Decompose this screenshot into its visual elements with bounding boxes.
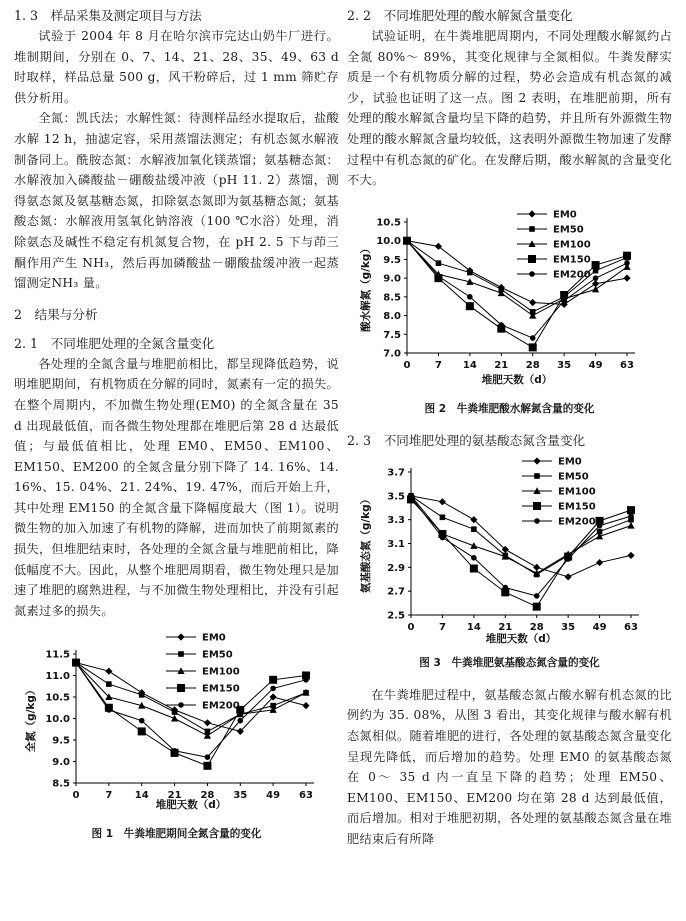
section-1-3-paragraph-1: 试验于 2004 年 8 月在哈尔滨市完达山奶牛厂进行。堆制期间，分别在 0、7、14、21、28、35、49、63 d 时取样，样品总量 500 g，风干粉碎后，过 1 mm 筛贮存供分析用。 <box>14 29 339 105</box>
legend-entry-em100 <box>522 486 596 497</box>
x-tick-label: 63 <box>620 359 634 371</box>
data-point <box>172 710 178 716</box>
data-point <box>467 294 473 300</box>
x-tick-label: 7 <box>438 621 446 633</box>
data-point <box>303 677 309 683</box>
series-em150 <box>403 236 631 351</box>
data-point <box>561 298 567 304</box>
data-point <box>205 755 211 761</box>
data-point <box>623 251 631 259</box>
section-2-2-paragraph: 试验证明，在牛粪堆肥周期内，不同处理酸水解氮约占全氮 80%～ 89%，其变化规律与全氮相似。牛粪发酵实质是一个有机物质分解的过程，势必会造成有机态氮的减少，试验也证明了这一点。图 2 表明，在堆肥前期，所有处理的酸水解氮含量均呈下降的趋势，并且所有外源微生物处理的酸水解氮含量均较低，这表明外源微生物加速了发酵过程中有机态氮的矿化。在发酵后期，酸水解氮的含量变化不大。 <box>347 29 672 188</box>
data-point <box>623 274 630 281</box>
legend-label: EM200 <box>558 516 596 528</box>
y-tick-label: 10.5 <box>376 217 401 229</box>
data-point <box>596 559 603 566</box>
figure-3-chart <box>347 453 672 653</box>
data-point <box>592 285 599 292</box>
data-point <box>530 335 536 341</box>
legend-entry-em200 <box>517 269 591 280</box>
figure-1 <box>14 627 339 842</box>
data-point <box>106 708 112 714</box>
x-tick-label: 21 <box>498 621 513 633</box>
legend-label: EM100 <box>558 486 596 498</box>
data-point <box>466 302 474 310</box>
legend-entry-em150 <box>166 684 240 695</box>
x-tick-label: 63 <box>624 621 638 633</box>
figure-2-caption: 图 2 牛粪堆肥酸水解氮含量的变化 <box>424 402 595 415</box>
legend-marker <box>529 271 535 277</box>
data-point <box>302 702 309 709</box>
legend-entry-em100 <box>166 667 240 678</box>
y-tick-label: 8.5 <box>52 778 70 790</box>
y-tick-label: 9.5 <box>383 254 401 266</box>
data-point <box>627 522 634 529</box>
data-point <box>404 238 410 244</box>
y-tick-label: 7.0 <box>383 348 401 360</box>
x-tick-label: 14 <box>134 790 149 802</box>
legend-entry-em50 <box>522 471 589 482</box>
legend-label: EM150 <box>558 501 596 513</box>
data-point <box>204 720 211 727</box>
data-point <box>171 715 178 722</box>
legend-label: EM100 <box>553 239 591 251</box>
y-tick-label: 2.7 <box>387 586 405 598</box>
x-tick-label: 35 <box>561 621 576 633</box>
legend-marker <box>534 473 540 479</box>
legend-marker <box>178 703 184 709</box>
x-tick-label: 14 <box>466 621 481 633</box>
data-point <box>470 564 478 572</box>
data-point <box>597 523 603 529</box>
x-tick-label: 35 <box>233 790 248 802</box>
data-point <box>560 291 568 299</box>
x-tick-label: 63 <box>299 790 313 802</box>
legend-marker <box>528 210 535 217</box>
data-point <box>439 498 446 505</box>
y-tick-label: 11.5 <box>45 649 70 661</box>
legend-label: EM50 <box>553 224 584 236</box>
y-tick-label: 11.0 <box>45 671 70 683</box>
x-tick-label: 21 <box>167 790 182 802</box>
x-tick-label: 7 <box>105 790 113 802</box>
data-point <box>533 602 541 610</box>
data-point <box>237 718 243 724</box>
data-point <box>470 542 477 549</box>
x-tick-label: 14 <box>462 359 477 371</box>
x-axis-label: 堆肥天数（d） <box>485 632 557 645</box>
legend-label: EM100 <box>202 666 240 678</box>
legend-entry-em0 <box>166 633 226 644</box>
data-point <box>436 273 442 279</box>
legend-label: EM0 <box>553 209 577 221</box>
legend-label: EM0 <box>202 632 226 644</box>
y-tick-label: 2.5 <box>387 610 405 622</box>
data-point <box>440 534 446 540</box>
legend-entry-em150 <box>522 501 596 512</box>
data-point <box>565 556 571 562</box>
legend-entry-em200 <box>522 516 596 527</box>
legend-marker <box>534 518 540 524</box>
y-tick-label: 2.9 <box>387 562 405 574</box>
data-point <box>624 260 630 266</box>
legend-marker <box>178 652 184 658</box>
section-2-1-heading: 2. 1 不同堆肥处理的全氮含量变化 <box>14 335 215 351</box>
x-tick-label: 28 <box>200 790 215 802</box>
data-point <box>529 299 536 306</box>
legend-label: EM150 <box>202 683 240 695</box>
x-tick-label: 21 <box>494 359 509 371</box>
legend-label: EM150 <box>553 254 591 266</box>
right-column <box>347 6 672 850</box>
data-point <box>628 513 634 519</box>
x-tick-label: 49 <box>588 359 603 371</box>
y-tick-label: 3.7 <box>387 467 405 479</box>
x-tick-label: 35 <box>557 359 572 371</box>
section-2-3-heading: 2. 3 不同堆肥处理的氨基酸态氮含量变化 <box>347 432 586 448</box>
data-point <box>471 526 477 532</box>
legend-entry-em0 <box>517 209 577 220</box>
data-point <box>440 514 446 520</box>
data-point <box>106 682 112 688</box>
legend-entry-em50 <box>517 224 584 235</box>
data-point <box>467 269 473 275</box>
y-tick-label: 10.0 <box>376 235 401 247</box>
data-point <box>73 660 79 666</box>
y-tick-label: 3.3 <box>387 514 405 526</box>
legend-entry-em150 <box>517 254 591 265</box>
legend-marker <box>528 255 536 263</box>
y-tick-label: 7.5 <box>383 329 401 341</box>
y-tick-label: 9.0 <box>52 757 70 769</box>
figure-3 <box>347 453 672 671</box>
x-tick-label: 49 <box>266 790 281 802</box>
x-tick-label: 28 <box>529 621 544 633</box>
y-axis-label: 氨基酸态氮（g/kg） <box>360 493 372 593</box>
y-tick-label: 9.5 <box>52 735 70 747</box>
data-point <box>105 668 112 675</box>
legend-entry-em100 <box>517 239 591 250</box>
legend-marker <box>533 502 541 510</box>
legend-label: EM0 <box>558 456 582 468</box>
data-point <box>269 676 277 684</box>
series-em200 <box>408 494 634 599</box>
x-tick-label: 0 <box>407 621 415 633</box>
data-point <box>270 686 276 692</box>
legend-label: EM50 <box>202 649 233 661</box>
y-tick-label: 10.5 <box>45 692 70 704</box>
data-point <box>627 506 635 514</box>
section-2-1-paragraph: 各处理的全氮含量与堆肥前相比，都呈现降低趋势，说明堆肥期间，有机物质在分解的同时，氮素有一定的损失。在整个周期内，不加微生物处理(EM0) 的全氮含量在 35 d 出现最低值，而各微生物处理都在堆肥后第 28 d 达最低值；与最低值相比，处理 EM0、EM50、EM100、EM150、EM200 的全氮含量分别下降了 14. 16%、14. 16%、15. 04%、21. 24%、19. 47%，而后开始上升，其中处理 EM150 的全氮含量下降幅度最大（图 1）。说明微生物的加入加速了有机物的降解，进而加快了前期氮素的损失，但堆肥结束时，各处理的全氮含量与堆肥前相比，降低幅度不大。因此，从整个堆肥周期看，微生物处理只是加速了堆肥的腐熟进程，与不加微生物处理相比，并没有引起氮素过多的损失。 <box>14 356 339 618</box>
section-1-3-heading: 1. 3 样品采集及测定项目与方法 <box>14 8 202 23</box>
legend-label: EM50 <box>558 471 589 483</box>
figure-3-caption: 图 3 牛粪堆肥氨基酸态氮含量的变化 <box>419 656 600 669</box>
x-tick-label: 0 <box>72 790 80 802</box>
legend-marker <box>533 457 540 464</box>
legend-label: EM200 <box>553 269 591 281</box>
figure-2-chart <box>347 199 672 399</box>
y-tick-label: 8.5 <box>383 292 401 304</box>
data-point <box>138 728 146 736</box>
y-tick-label: 9.0 <box>383 273 401 285</box>
section-2-2-heading: 2. 2 不同堆肥处理的酸水解氮含量变化 <box>347 8 573 23</box>
figure-1-chart <box>14 627 339 825</box>
data-point <box>498 322 504 328</box>
y-axis-label: 全氮（g/kg） <box>25 685 37 753</box>
x-tick-label: 0 <box>403 359 411 371</box>
data-point <box>593 275 599 281</box>
x-tick-label: 7 <box>434 359 442 371</box>
data-point <box>408 494 414 500</box>
data-point <box>139 692 145 698</box>
x-axis-label: 堆肥天数（d） <box>481 373 553 386</box>
data-point <box>592 261 600 269</box>
data-point <box>627 552 634 559</box>
data-point <box>565 573 572 580</box>
data-point <box>436 260 442 266</box>
data-point <box>139 718 145 724</box>
data-point <box>502 585 508 591</box>
series-line <box>411 497 631 596</box>
section-2-heading: 2 结果与分析 <box>14 306 98 322</box>
legend-entry-em50 <box>166 650 233 661</box>
legend-entry-em0 <box>522 456 582 467</box>
data-point <box>534 593 540 599</box>
x-tick-label: 49 <box>592 621 607 633</box>
data-point <box>203 762 211 770</box>
x-tick-label: 28 <box>525 359 540 371</box>
y-tick-label: 8.0 <box>383 310 401 322</box>
section-2-3-paragraph: 在牛粪堆肥过程中，氨基酸态氮占酸水解有机态氮的比例约为 35. 08%，从图 3 看出，其变化规律与酸水解有机态氮相似。随着堆肥的进行，各处理的氨基酸态氮含量变化呈现先降低，而后增加的趋势。处理 EM0 的氨基酸态氮在 0～ 35 d 内一直呈下降的趋势；处理 EM50、EM100、EM150、EM200 均在第 28 d 达到最低值，而后增加。相对于堆肥初期，各处理的氨基酸态氮含量在堆肥结束后有所降 <box>347 687 672 846</box>
left-column <box>14 6 339 842</box>
series-em150 <box>407 495 635 610</box>
legend-marker <box>177 634 184 641</box>
x-axis-label: 堆肥天数（d） <box>155 799 227 812</box>
series-em150 <box>72 659 310 770</box>
data-point <box>172 748 178 754</box>
y-tick-label: 3.1 <box>387 538 405 550</box>
legend-marker <box>529 226 535 232</box>
data-point <box>529 343 537 351</box>
data-point <box>471 555 477 561</box>
y-tick-label: 3.5 <box>387 491 405 503</box>
y-tick-label: 10.0 <box>45 714 70 726</box>
figure-2 <box>347 199 672 417</box>
y-axis-label: 酸水解氮（g/kg） <box>360 242 372 332</box>
legend-label: EM200 <box>202 700 240 712</box>
figure-1-caption: 图 1 牛粪堆肥期间全氮含量的变化 <box>91 828 262 841</box>
section-1-3-paragraph-2: 全氮：凯氏法；水解性氮：待测样品经水提取后，盐酸水解 12 h，抽滤定容，采用蒸馏法测定；有机态氮水解液制备同上。酰胺态氮：水解液加氧化镁蒸馏；氨基糖态氮：水解液加入磷酸盐－硼酸盐缓冲液（pH 11. 2）蒸馏，测得氨态氮及氨基糖态氮，扣除氨态氮即为氨基糖态氮；氨基酸态氮：水解液用氢氧化钠溶液（100 ℃水浴）处理，消除氨态及碱性不稳定有机氮复合物，在 pH 2. 5 下与茚三酮作用产生 NH₃，然后再加磷酸盐－硼酸盐缓冲液一起蒸馏测定NH₃ 量。 <box>14 111 339 291</box>
legend-marker <box>177 684 185 692</box>
